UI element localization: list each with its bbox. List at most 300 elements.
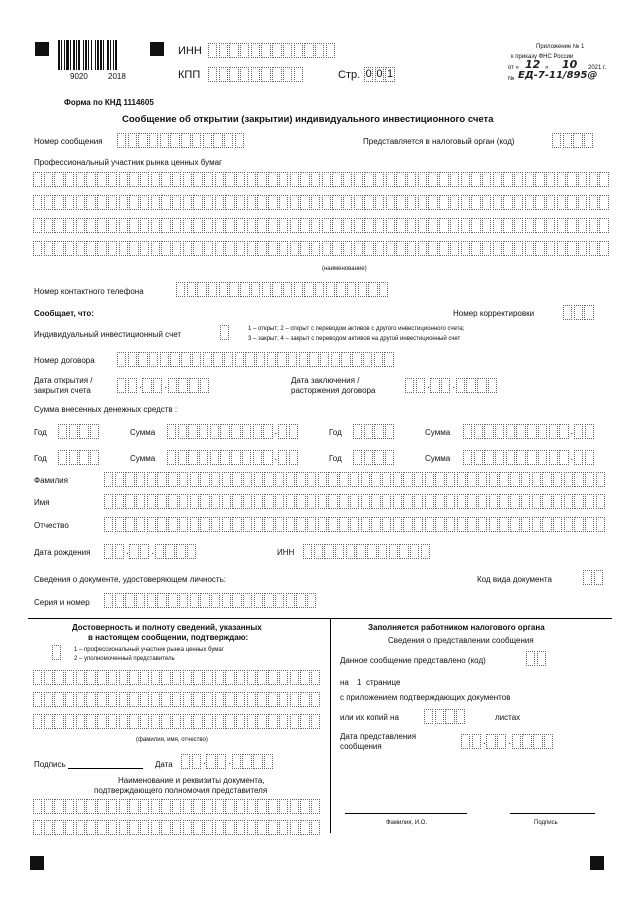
input-cell[interactable] [364, 172, 373, 187]
input-cell[interactable] [119, 195, 128, 210]
input-cell[interactable] [220, 450, 229, 465]
input-cell[interactable] [33, 692, 42, 707]
input-cell[interactable] [104, 544, 113, 559]
input-cell[interactable] [125, 472, 134, 487]
input-cell[interactable] [461, 734, 470, 749]
input-cell[interactable] [140, 218, 149, 233]
input-cell[interactable] [386, 218, 395, 233]
year-cells[interactable] [353, 450, 396, 465]
series-cells[interactable] [104, 593, 318, 608]
input-cell[interactable] [161, 241, 170, 256]
input-cell[interactable] [279, 218, 288, 233]
input-cell[interactable] [172, 714, 181, 729]
input-cell[interactable] [200, 472, 209, 487]
input-cell[interactable] [215, 820, 224, 835]
input-cell[interactable] [215, 799, 224, 814]
input-cell[interactable] [253, 754, 262, 769]
input-cell[interactable] [187, 282, 196, 297]
input-cell[interactable] [596, 517, 605, 532]
input-cell[interactable] [178, 424, 187, 439]
input-cell[interactable] [364, 218, 373, 233]
input-cell[interactable] [573, 133, 582, 148]
input-cell[interactable] [183, 820, 192, 835]
input-cell[interactable] [119, 670, 128, 685]
input-cell[interactable] [247, 692, 256, 707]
input-cell[interactable] [307, 494, 316, 509]
input-cell[interactable] [484, 424, 493, 439]
input-cell[interactable] [79, 424, 88, 439]
input-cell[interactable] [247, 799, 256, 814]
input-cell[interactable] [499, 517, 508, 532]
input-cell[interactable] [140, 799, 149, 814]
input-cell[interactable] [407, 172, 416, 187]
input-cell[interactable] [361, 472, 370, 487]
input-cell[interactable] [183, 670, 192, 685]
input-cell[interactable] [117, 133, 126, 148]
input-cell[interactable] [138, 133, 147, 148]
input-cell[interactable] [382, 472, 391, 487]
input-cell[interactable] [44, 218, 53, 233]
input-cell[interactable] [257, 799, 266, 814]
input-cell[interactable] [183, 714, 192, 729]
input-cell[interactable] [108, 692, 117, 707]
input-cell[interactable] [567, 195, 576, 210]
input-cell[interactable] [414, 517, 423, 532]
input-cell[interactable] [204, 218, 213, 233]
input-cell[interactable] [275, 472, 284, 487]
input-cell[interactable] [90, 450, 99, 465]
input-cell[interactable] [257, 241, 266, 256]
input-cell[interactable] [343, 172, 352, 187]
input-cell[interactable] [353, 424, 362, 439]
input-cell[interactable] [361, 494, 370, 509]
input-cell[interactable] [354, 195, 363, 210]
input-cell[interactable] [76, 241, 85, 256]
input-cell[interactable] [286, 593, 295, 608]
input-cell[interactable] [172, 670, 181, 685]
input-cell[interactable] [172, 820, 181, 835]
input-cell[interactable] [115, 544, 124, 559]
input-cell[interactable] [136, 494, 145, 509]
birth-date-cells[interactable] [104, 544, 198, 559]
input-cell[interactable] [289, 424, 298, 439]
input-cell[interactable] [125, 517, 134, 532]
input-cell[interactable] [183, 692, 192, 707]
input-cell[interactable] [268, 799, 277, 814]
sum-cells[interactable] [463, 450, 595, 465]
input-cell[interactable] [339, 472, 348, 487]
input-cell[interactable] [236, 799, 245, 814]
input-cell[interactable] [343, 195, 352, 210]
input-cell[interactable] [69, 450, 78, 465]
input-cell[interactable] [268, 195, 277, 210]
input-cell[interactable] [403, 472, 412, 487]
input-cell[interactable] [149, 133, 158, 148]
input-cell[interactable] [563, 305, 572, 320]
input-cell[interactable] [208, 43, 217, 58]
input-cell[interactable] [97, 799, 106, 814]
input-cell[interactable] [418, 195, 427, 210]
input-cell[interactable] [546, 241, 555, 256]
input-cell[interactable] [54, 195, 63, 210]
input-cell[interactable] [350, 517, 359, 532]
input-cell[interactable] [225, 241, 234, 256]
input-cell[interactable] [222, 517, 231, 532]
input-cell[interactable] [585, 472, 594, 487]
input-cell[interactable] [589, 241, 598, 256]
input-cell[interactable] [208, 282, 217, 297]
input-cell[interactable] [418, 218, 427, 233]
input-cell[interactable] [108, 172, 117, 187]
input-cell[interactable] [225, 195, 234, 210]
input-cell[interactable] [33, 714, 42, 729]
input-cell[interactable] [183, 172, 192, 187]
input-cell[interactable] [157, 517, 166, 532]
input-cell[interactable] [203, 352, 212, 367]
input-cell[interactable] [596, 494, 605, 509]
input-cell[interactable] [439, 172, 448, 187]
input-cell[interactable] [535, 172, 544, 187]
input-cell[interactable] [375, 172, 384, 187]
input-cell[interactable] [179, 517, 188, 532]
input-cell[interactable] [328, 494, 337, 509]
input-cell[interactable] [153, 378, 162, 393]
input-cell[interactable] [403, 517, 412, 532]
input-cell[interactable] [407, 195, 416, 210]
input-cell[interactable] [363, 352, 372, 367]
signer-fio-row-3[interactable] [33, 714, 322, 729]
input-cell[interactable] [482, 241, 491, 256]
input-cell[interactable] [564, 517, 573, 532]
input-cell[interactable] [188, 424, 197, 439]
input-cell[interactable] [290, 172, 299, 187]
input-cell[interactable] [247, 241, 256, 256]
input-cell[interactable] [183, 218, 192, 233]
input-cell[interactable] [97, 670, 106, 685]
iis-code-cell[interactable] [220, 325, 231, 340]
input-cell[interactable] [254, 472, 263, 487]
input-cell[interactable] [450, 241, 459, 256]
input-cell[interactable] [140, 195, 149, 210]
input-cell[interactable] [350, 472, 359, 487]
input-cell[interactable] [69, 424, 78, 439]
input-cell[interactable] [549, 450, 558, 465]
input-cell[interactable] [275, 494, 284, 509]
input-cell[interactable] [76, 218, 85, 233]
input-cell[interactable] [200, 593, 209, 608]
input-cell[interactable] [44, 195, 53, 210]
input-cell[interactable] [279, 195, 288, 210]
input-cell[interactable] [441, 378, 450, 393]
input-cell[interactable] [353, 450, 362, 465]
input-cell[interactable] [311, 799, 320, 814]
input-cell[interactable] [181, 133, 190, 148]
input-cell[interactable] [375, 218, 384, 233]
input-cell[interactable] [574, 517, 583, 532]
input-cell[interactable] [300, 241, 309, 256]
input-cell[interactable] [553, 517, 562, 532]
input-cell[interactable] [119, 820, 128, 835]
input-cell[interactable] [495, 424, 504, 439]
input-cell[interactable] [251, 43, 260, 58]
input-cell[interactable] [320, 352, 329, 367]
input-cell[interactable] [193, 820, 202, 835]
input-cell[interactable] [574, 494, 583, 509]
input-cell[interactable] [374, 450, 383, 465]
input-cell[interactable] [578, 195, 587, 210]
input-cell[interactable] [170, 352, 179, 367]
input-cell[interactable] [58, 424, 67, 439]
input-cell[interactable] [585, 450, 594, 465]
input-cell[interactable] [242, 754, 251, 769]
input-cell[interactable] [472, 734, 481, 749]
input-cell[interactable] [364, 450, 373, 465]
input-cell[interactable] [193, 714, 202, 729]
input-cell[interactable] [542, 494, 551, 509]
input-cell[interactable] [299, 352, 308, 367]
input-cell[interactable] [311, 670, 320, 685]
input-cell[interactable] [418, 172, 427, 187]
input-cell[interactable] [257, 218, 266, 233]
input-cell[interactable] [288, 352, 297, 367]
input-cell[interactable] [503, 241, 512, 256]
input-cell[interactable] [275, 517, 284, 532]
input-cell[interactable] [557, 195, 566, 210]
input-cell[interactable] [140, 820, 149, 835]
input-cell[interactable] [65, 799, 74, 814]
input-cell[interactable] [264, 472, 273, 487]
sign-date-cells[interactable] [181, 754, 275, 769]
input-cell[interactable] [243, 494, 252, 509]
input-cell[interactable] [471, 195, 480, 210]
input-cell[interactable] [290, 218, 299, 233]
input-cell[interactable] [393, 472, 402, 487]
input-cell[interactable] [97, 195, 106, 210]
input-cell[interactable] [140, 670, 149, 685]
input-cell[interactable] [168, 378, 177, 393]
input-cell[interactable] [493, 241, 502, 256]
input-cell[interactable] [290, 195, 299, 210]
input-cell[interactable] [343, 218, 352, 233]
input-cell[interactable] [354, 241, 363, 256]
input-cell[interactable] [283, 43, 292, 58]
input-cell[interactable] [461, 241, 470, 256]
input-cell[interactable] [428, 195, 437, 210]
input-cell[interactable] [193, 195, 202, 210]
input-cell[interactable] [219, 43, 228, 58]
input-cell[interactable] [300, 820, 309, 835]
input-cell[interactable] [119, 172, 128, 187]
input-cell[interactable] [129, 195, 138, 210]
input-cell[interactable] [204, 241, 213, 256]
input-cell[interactable] [108, 218, 117, 233]
input-cell[interactable] [599, 218, 608, 233]
input-cell[interactable] [482, 195, 491, 210]
input-cell[interactable] [332, 218, 341, 233]
input-cell[interactable] [138, 352, 147, 367]
input-cell[interactable] [553, 472, 562, 487]
input-cell[interactable] [407, 218, 416, 233]
input-cell[interactable] [86, 820, 95, 835]
input-cell[interactable] [44, 820, 53, 835]
input-cell[interactable] [290, 692, 299, 707]
input-cell[interactable] [52, 645, 61, 660]
input-cell[interactable] [229, 43, 238, 58]
input-cell[interactable] [33, 172, 42, 187]
input-cell[interactable] [236, 218, 245, 233]
input-cell[interactable] [421, 544, 430, 559]
input-cell[interactable] [489, 517, 498, 532]
input-cell[interactable] [328, 472, 337, 487]
participant-row-4[interactable] [33, 241, 610, 256]
input-cell[interactable] [264, 754, 273, 769]
input-cell[interactable] [300, 195, 309, 210]
input-cell[interactable] [585, 517, 594, 532]
input-cell[interactable] [247, 218, 256, 233]
signer-fio-row-1[interactable] [33, 670, 322, 685]
input-cell[interactable] [168, 517, 177, 532]
input-cell[interactable] [574, 424, 583, 439]
input-cell[interactable] [76, 799, 85, 814]
input-cell[interactable] [463, 450, 472, 465]
input-cell[interactable] [268, 218, 277, 233]
input-cell[interactable] [358, 282, 367, 297]
input-cell[interactable] [393, 517, 402, 532]
input-cell[interactable] [189, 378, 198, 393]
input-cell[interactable] [559, 450, 568, 465]
input-cell[interactable] [240, 67, 249, 82]
input-cell[interactable] [525, 241, 534, 256]
input-cell[interactable] [129, 714, 138, 729]
input-cell[interactable] [161, 799, 170, 814]
input-cell[interactable] [200, 378, 209, 393]
input-cell[interactable] [371, 517, 380, 532]
input-cell[interactable] [129, 820, 138, 835]
input-cell[interactable] [33, 218, 42, 233]
input-cell[interactable] [97, 218, 106, 233]
input-cell[interactable] [268, 714, 277, 729]
input-cell[interactable] [108, 241, 117, 256]
input-cell[interactable] [222, 494, 231, 509]
input-cell[interactable] [450, 195, 459, 210]
input-cell[interactable] [296, 517, 305, 532]
input-cell[interactable] [115, 472, 124, 487]
input-cell[interactable] [574, 472, 583, 487]
input-cell[interactable] [86, 195, 95, 210]
input-cell[interactable] [220, 424, 229, 439]
input-cell[interactable] [236, 820, 245, 835]
input-cell[interactable] [506, 424, 515, 439]
input-cell[interactable] [416, 378, 425, 393]
input-cell[interactable] [457, 472, 466, 487]
input-cell[interactable] [584, 305, 593, 320]
input-cell[interactable] [236, 692, 245, 707]
input-cell[interactable] [65, 241, 74, 256]
input-cell[interactable] [364, 195, 373, 210]
input-cell[interactable] [211, 472, 220, 487]
input-cell[interactable] [151, 172, 160, 187]
input-cell[interactable] [193, 241, 202, 256]
input-cell[interactable] [474, 450, 483, 465]
input-cell[interactable] [493, 218, 502, 233]
input-cell[interactable] [104, 517, 113, 532]
input-cell[interactable] [435, 472, 444, 487]
input-cell[interactable] [371, 494, 380, 509]
input-cell[interactable] [129, 799, 138, 814]
tax-authority-cells[interactable] [552, 133, 595, 148]
input-cell[interactable] [181, 352, 190, 367]
input-cell[interactable] [279, 799, 288, 814]
input-cell[interactable] [247, 670, 256, 685]
input-cell[interactable] [300, 799, 309, 814]
input-cell[interactable] [396, 218, 405, 233]
input-cell[interactable] [222, 593, 231, 608]
input-cell[interactable] [129, 670, 138, 685]
input-cell[interactable] [54, 218, 63, 233]
input-cell[interactable] [151, 820, 160, 835]
input-cell[interactable] [225, 218, 234, 233]
input-cell[interactable] [296, 593, 305, 608]
input-cell[interactable] [108, 820, 117, 835]
input-cell[interactable] [236, 714, 245, 729]
input-cell[interactable] [339, 494, 348, 509]
input-cell[interactable] [161, 692, 170, 707]
input-cell[interactable] [178, 378, 187, 393]
year-cells[interactable] [353, 424, 396, 439]
input-cell[interactable] [290, 670, 299, 685]
input-cell[interactable] [179, 472, 188, 487]
input-cell[interactable] [456, 709, 465, 724]
input-cell[interactable] [484, 450, 493, 465]
input-cell[interactable] [128, 133, 137, 148]
input-cell[interactable] [192, 754, 201, 769]
input-cell[interactable] [384, 352, 393, 367]
input-cell[interactable] [97, 692, 106, 707]
input-cell[interactable] [322, 241, 331, 256]
input-cell[interactable] [129, 241, 138, 256]
input-cell[interactable] [44, 241, 53, 256]
input-cell[interactable] [257, 714, 266, 729]
input-cell[interactable] [489, 494, 498, 509]
input-cell[interactable] [275, 593, 284, 608]
input-cell[interactable] [229, 67, 238, 82]
sum-cells[interactable] [167, 450, 299, 465]
input-cell[interactable] [510, 494, 519, 509]
input-cell[interactable] [197, 282, 206, 297]
input-cell[interactable] [157, 494, 166, 509]
input-cell[interactable] [521, 517, 530, 532]
input-cell[interactable] [294, 43, 303, 58]
input-cell[interactable] [243, 472, 252, 487]
input-cell[interactable] [296, 472, 305, 487]
input-cell[interactable] [187, 544, 196, 559]
input-cell[interactable] [157, 593, 166, 608]
input-cell[interactable] [76, 195, 85, 210]
input-cell[interactable] [65, 670, 74, 685]
input-cell[interactable] [76, 692, 85, 707]
input-cell[interactable] [247, 714, 256, 729]
input-cell[interactable] [272, 282, 281, 297]
input-cell[interactable] [263, 424, 272, 439]
input-cell[interactable] [119, 714, 128, 729]
input-cell[interactable] [86, 172, 95, 187]
input-cell[interactable] [544, 734, 553, 749]
input-cell[interactable] [33, 241, 42, 256]
input-cell[interactable] [160, 352, 169, 367]
input-cell[interactable] [446, 472, 455, 487]
input-cell[interactable] [585, 424, 594, 439]
input-cell[interactable] [446, 494, 455, 509]
